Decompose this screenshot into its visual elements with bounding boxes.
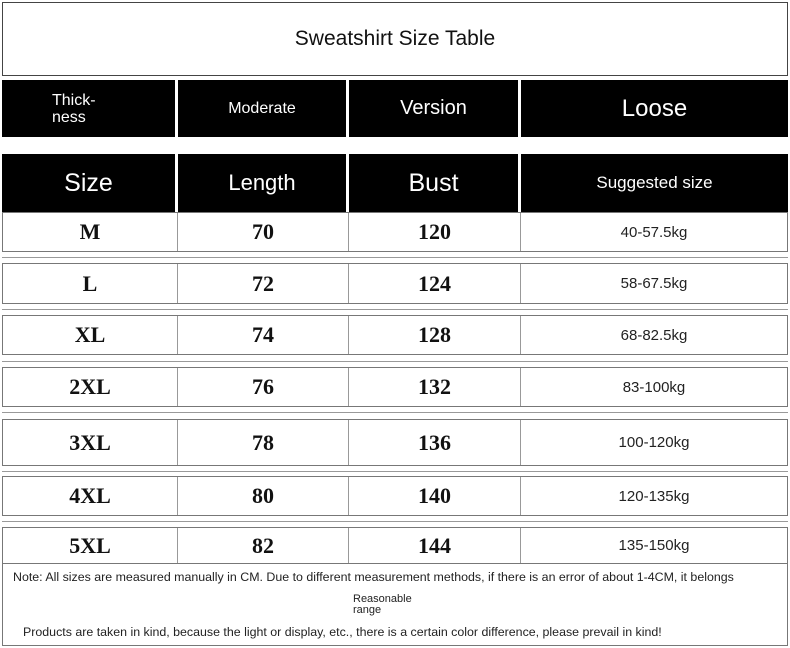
header-bust: Bust xyxy=(349,154,518,212)
cell-bust: 140 xyxy=(349,477,521,515)
cell-size: L xyxy=(3,264,178,303)
cell-length: 72 xyxy=(178,264,349,303)
cell-weight: 120-135kg xyxy=(618,487,690,505)
table-row xyxy=(2,527,788,564)
divider xyxy=(2,309,788,310)
cell-size: 3XL xyxy=(3,420,178,465)
cell-length: 70 xyxy=(178,213,349,251)
table-row xyxy=(2,315,788,355)
cell-bust: 136 xyxy=(349,420,521,465)
thickness-label: Thick- ness xyxy=(2,80,175,137)
cell-length: 78 xyxy=(178,420,349,465)
cell-length: 80 xyxy=(178,477,349,515)
info-bar xyxy=(2,80,788,137)
table-row xyxy=(2,263,788,304)
cell-length: 76 xyxy=(178,368,349,406)
cell-size: 4XL xyxy=(3,477,178,515)
table-row xyxy=(2,367,788,407)
cell-weight: 58-67.5kg xyxy=(620,275,688,292)
color-difference-note: Products are taken in kind, because the light or display, etc., there is a certain color difference, please prevail in kind! xyxy=(23,625,662,639)
cell-bust: 132 xyxy=(349,368,521,406)
divider xyxy=(2,521,788,522)
table-row xyxy=(2,476,788,516)
table-row xyxy=(2,419,788,466)
divider xyxy=(2,471,788,472)
cell-bust: 124 xyxy=(349,264,521,303)
measurement-note: Note: All sizes are measured manually in CM. Due to different measurement methods, if there is an error of about 1-4CM, it belongs xyxy=(13,570,734,584)
cell-size: 2XL xyxy=(3,368,178,406)
cell-length: 82 xyxy=(178,528,349,563)
divider xyxy=(2,412,788,413)
table-row xyxy=(2,212,788,252)
cell-bust: 144 xyxy=(349,528,521,563)
header-suggested-size: Suggested size xyxy=(521,154,788,212)
version-label: Version xyxy=(349,80,518,137)
cell-weight: 68-82.5kg xyxy=(620,326,688,344)
reasonable-range-note: Reasonable range xyxy=(353,593,412,616)
divider xyxy=(2,257,788,258)
header-size: Size xyxy=(2,154,175,212)
header-bar xyxy=(2,154,788,212)
version-value: Loose xyxy=(521,80,788,137)
cell-weight: 40-57.5kg xyxy=(620,223,688,241)
thickness-value: Moderate xyxy=(178,80,346,137)
cell-weight: 100-120kg xyxy=(618,434,690,451)
divider xyxy=(2,361,788,362)
cell-bust: 120 xyxy=(349,213,521,251)
header-length: Length xyxy=(178,154,346,212)
cell-size: 5XL xyxy=(3,528,178,563)
notes-box xyxy=(2,563,788,646)
cell-bust: 128 xyxy=(349,316,521,354)
cell-size: XL xyxy=(3,316,178,354)
cell-weight: 135-150kg xyxy=(618,537,690,554)
cell-size: M xyxy=(3,213,178,251)
table-title: Sweatshirt Size Table xyxy=(2,2,788,76)
cell-weight: 83-100kg xyxy=(622,378,686,396)
cell-length: 74 xyxy=(178,316,349,354)
